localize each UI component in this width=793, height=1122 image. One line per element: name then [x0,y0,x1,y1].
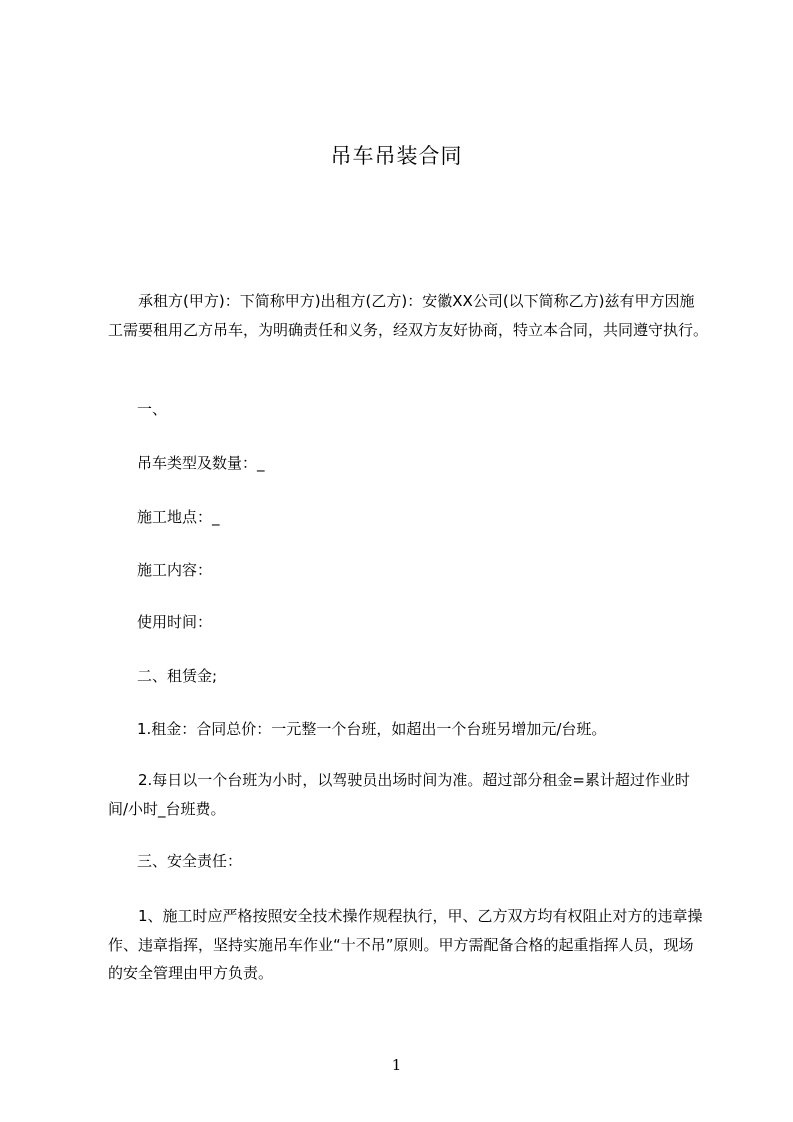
construction-site-line: 施工地点：_ [137,508,220,526]
page-number: 1 [391,1056,402,1074]
rent-item-1: 1.租金：合同总价：一元整一个台班，如超出一个台班另增加元/台班。 [137,720,607,738]
rent-item-2: 2.每日以一个台班为小时，以驾驶员出场时间为准。超过部分租金=累计超过作业时间/小时_台班费。 [108,771,690,818]
section-three-heading: 三、安全责任： [137,852,243,870]
section-two-heading: 二、租赁金; [137,667,218,685]
crane-type-line: 吊车类型及数量：_ [137,454,265,472]
intro-paragraph: 承租方(甲方)：下简称甲方)出租方(乙方)：安徽XX公司(以下简称乙方)兹有甲方因施工需要租用乙方吊车，为明确责任和义务，经双方友好协商，特立本合同，共同遵守执行。 [108,292,709,339]
safety-item-1: 1、施工时应严格按照安全技术操作规程执行，甲、乙方双方均有权阻止对方的违章操作、违章指挥，坚持实施吊车作业“十不吊”原则。甲方需配备合格的起重指挥人员，现场的安全管理由甲方负责。 [108,907,703,982]
section-one-heading: 一、 [137,400,168,418]
document-title: 吊车吊装合同 [330,144,463,168]
usage-time-line: 使用时间： [137,613,213,631]
construction-content-line: 施工内容： [137,561,213,579]
